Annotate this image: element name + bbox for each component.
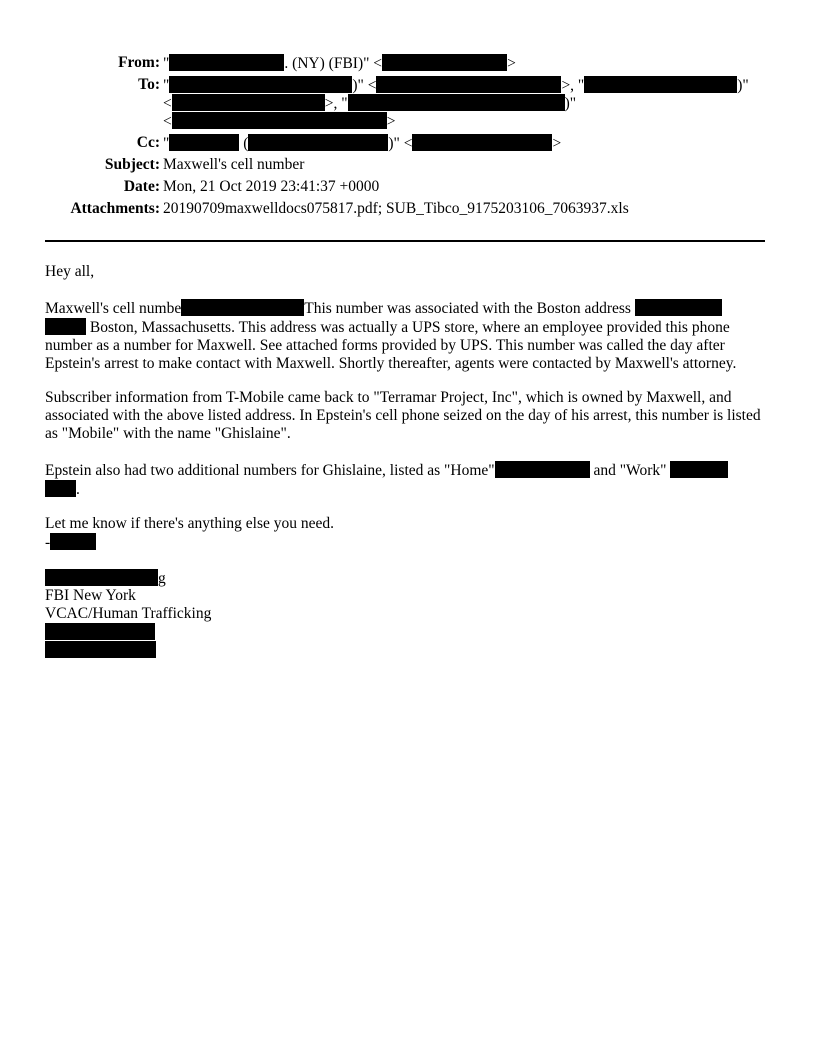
redaction bbox=[45, 480, 76, 497]
redaction bbox=[172, 112, 387, 129]
to-text: < bbox=[163, 113, 172, 130]
date-value: Mon, 21 Oct 2019 23:41:37 +0000 bbox=[163, 178, 380, 195]
paragraph-2: Subscriber information from T-Mobile came back to "Terramar Project, Inc", which is owned by Maxwell, and associated with the above listed address. In Epstein's cell phone seized on the day of his arrest, this number is listed as "Mobile" with the name "Ghislaine". bbox=[45, 389, 761, 442]
paragraph-text: . bbox=[76, 481, 80, 498]
to-row-cont-1 bbox=[163, 94, 576, 113]
redaction bbox=[181, 299, 304, 316]
from-text: . (NY) (FBI)" < bbox=[284, 55, 383, 72]
signature-name bbox=[45, 569, 767, 588]
redaction bbox=[45, 569, 158, 586]
quote: " bbox=[163, 135, 170, 152]
sender-initial bbox=[45, 533, 767, 552]
redaction bbox=[635, 299, 722, 316]
attachments-label: Attachments: bbox=[70, 200, 160, 217]
to-text: )" bbox=[564, 95, 577, 112]
paragraph-text: and "Work" bbox=[589, 462, 671, 479]
signature-tail: g bbox=[158, 570, 166, 587]
redaction bbox=[50, 533, 96, 550]
redaction bbox=[45, 318, 86, 335]
to-text: >, " bbox=[324, 95, 348, 112]
signature-unit: VCAC/Human Trafficking bbox=[45, 605, 212, 622]
subject-value: Maxwell's cell number bbox=[163, 156, 305, 173]
quote: " bbox=[163, 77, 170, 94]
to-text: )" < bbox=[352, 77, 377, 94]
closing-line: Let me know if there's anything else you need. bbox=[45, 515, 335, 532]
signature-office: FBI New York bbox=[45, 587, 136, 604]
from-label: From: bbox=[118, 54, 160, 71]
paragraph-text: Boston, Massachusetts. This address was actually a UPS store, where an employee provided this phone number as a number for Maxwell. See attached forms provided by UPS. This number was called the day after Epstein's arrest to make contact with Maxwell. Shortly thereafter, agents were contacted by Maxwell's attorney. bbox=[45, 319, 737, 372]
signature-redaction-2 bbox=[45, 641, 767, 660]
cc-text: )" < bbox=[388, 135, 413, 152]
paragraph-1 bbox=[45, 299, 767, 373]
redaction bbox=[169, 134, 239, 151]
redaction bbox=[495, 461, 590, 478]
redaction bbox=[172, 94, 325, 111]
paragraph-text: Maxwell's cell numbe bbox=[45, 300, 182, 317]
header-divider bbox=[45, 240, 765, 242]
to-text: < bbox=[163, 95, 172, 112]
redaction bbox=[584, 76, 737, 93]
redaction bbox=[348, 94, 565, 111]
paragraph-3 bbox=[45, 461, 767, 499]
subject-label: Subject: bbox=[104, 156, 160, 173]
date-label: Date: bbox=[123, 178, 160, 195]
to-text: > bbox=[386, 113, 396, 130]
redaction bbox=[376, 76, 561, 93]
dash: - bbox=[45, 534, 51, 551]
redaction bbox=[169, 54, 284, 71]
paragraph-text: This number was associated with the Boston address bbox=[304, 300, 635, 317]
redaction bbox=[169, 76, 352, 93]
to-label: To: bbox=[138, 76, 160, 93]
redaction bbox=[45, 641, 156, 658]
paragraph-text: Epstein also had two additional numbers for Ghislaine, listed as "Home" bbox=[45, 462, 495, 479]
to-row-cont-2 bbox=[163, 112, 396, 131]
to-text: >, " bbox=[561, 77, 585, 94]
greeting: Hey all, bbox=[45, 263, 95, 280]
signature-redaction-1 bbox=[45, 623, 767, 642]
quote: " bbox=[163, 55, 170, 72]
attachments-value: 20190709maxwelldocs075817.pdf; SUB_Tibco_9175203106_7063937.xls bbox=[163, 200, 629, 217]
from-end: > bbox=[507, 55, 516, 72]
redaction bbox=[382, 54, 507, 71]
redaction bbox=[670, 461, 728, 478]
redaction bbox=[45, 623, 155, 640]
redaction bbox=[248, 134, 388, 151]
redaction bbox=[412, 134, 552, 151]
to-text: )" bbox=[737, 77, 749, 94]
cc-text: ( bbox=[239, 135, 249, 152]
cc-label: Cc: bbox=[136, 134, 160, 151]
cc-text: > bbox=[552, 135, 562, 152]
